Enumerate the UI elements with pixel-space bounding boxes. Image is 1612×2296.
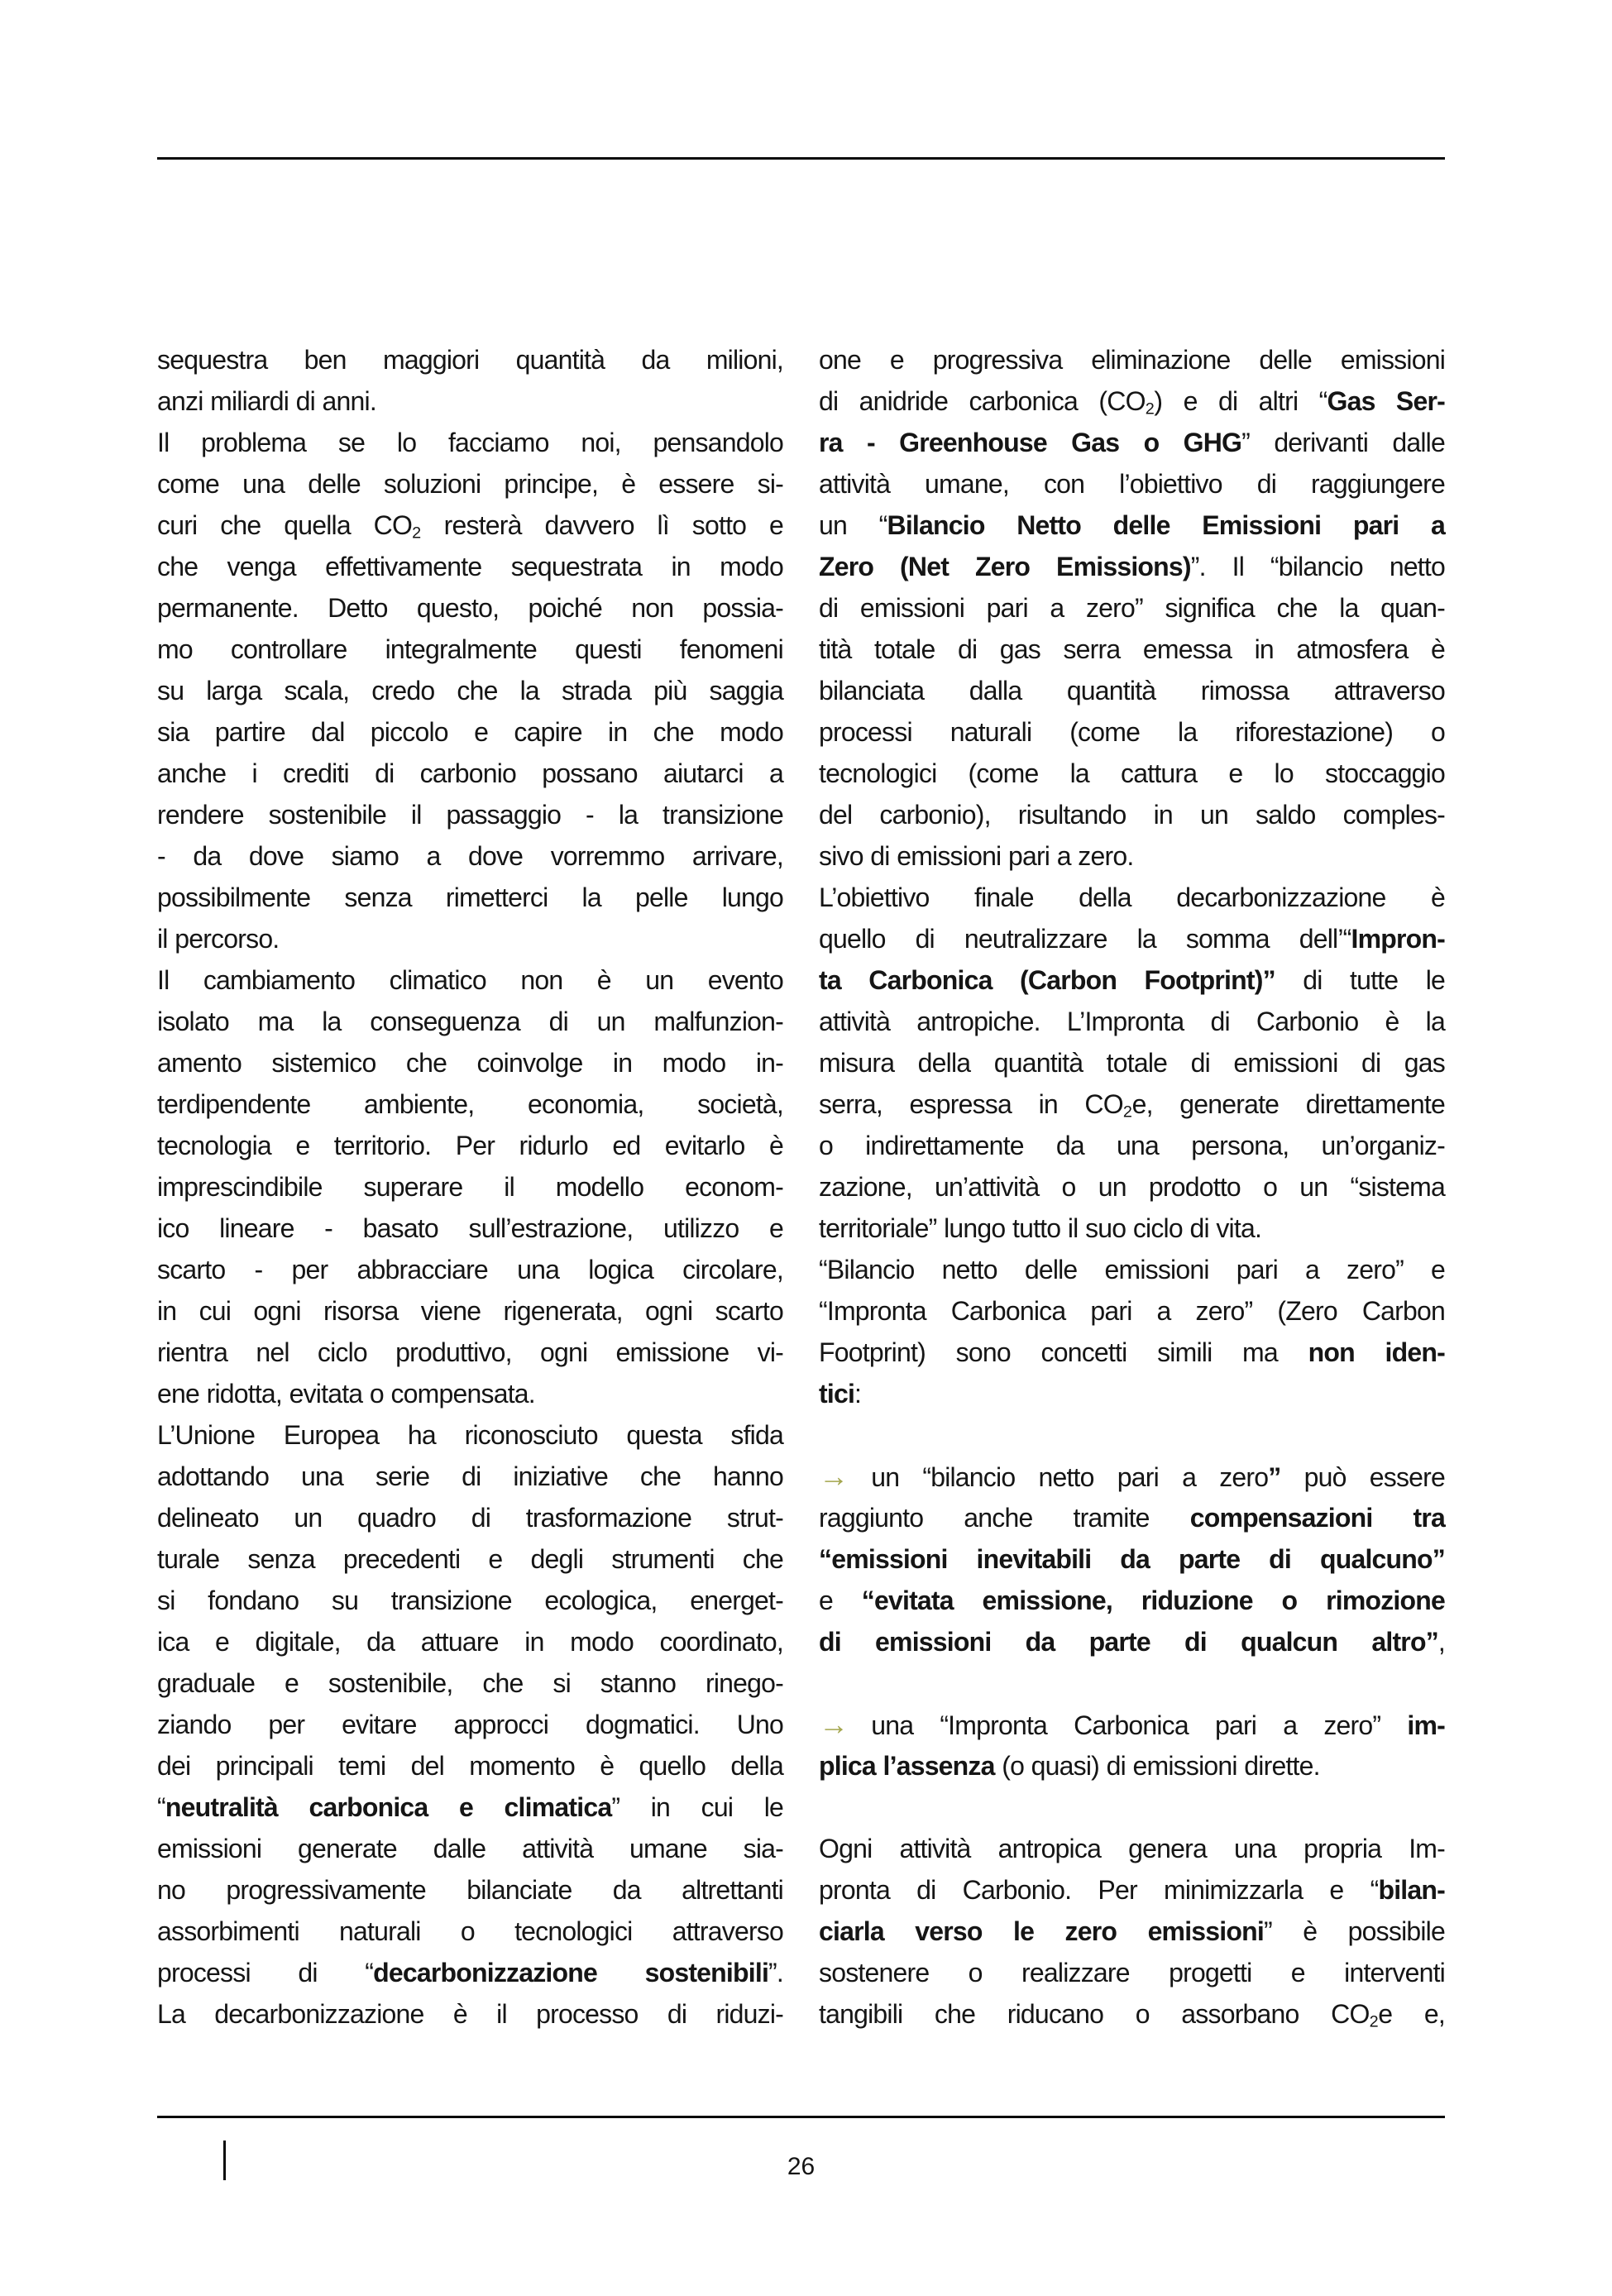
- text-line: anzi miliardi di anni.: [157, 386, 376, 416]
- text-line: [819, 1538, 1445, 1580]
- text-line: graduale e sostenibile, che si stanno rinego-: [157, 1668, 783, 1698]
- text-line: processi di “decarbonizzazione sostenibili”.: [157, 1958, 783, 1987]
- text-line: tici:: [819, 1379, 862, 1409]
- text-line: zazione, un’attività o un prodotto o un “sistema: [819, 1172, 1445, 1202]
- text-line: sequestra ben maggiori quantità da milioni,: [157, 345, 783, 375]
- text-line: raggiunto anche tramite compensazioni tra: [819, 1503, 1445, 1533]
- bold-text: Zero (Net Zero Emissions): [819, 552, 1191, 581]
- text-line: adottando una serie di iniziative che hanno: [157, 1461, 783, 1491]
- blank-line: [819, 1662, 1445, 1704]
- text-line: emissioni generate dalle attività umane sia-: [157, 1834, 783, 1863]
- text-line: ciarla verso le zero emissioni” è possibile: [819, 1916, 1445, 1946]
- bold-text: Bilancio Netto delle Emissioni pari a: [887, 510, 1445, 540]
- text-line: L’obiettivo finale della decarbonizzazione è: [819, 883, 1445, 912]
- text-line: processi naturali (come la riforestazione) o: [819, 717, 1445, 747]
- subscript-text: 2: [1145, 399, 1155, 419]
- text-line: si fondano su transizione ecologica, energet-: [157, 1586, 783, 1615]
- text-line: in cui ogni risorsa viene rigenerata, ogni scarto: [157, 1296, 783, 1326]
- text-line: serra, espressa in $CO_2e$, generate direttamente: [819, 1089, 1445, 1122]
- subscript-text: 2: [412, 524, 421, 543]
- bold-text: ta Carbonica (Carbon Footprint)”: [819, 965, 1275, 995]
- text-line: e “evitata emissione, riduzione o rimozione: [819, 1586, 1445, 1615]
- text-line: che venga effettivamente sequestrata in modo: [157, 552, 783, 581]
- text-line: su larga scala, credo che la strada più saggia: [157, 676, 783, 706]
- text-line: “Bilancio netto delle emissioni pari a zero” e: [819, 1255, 1445, 1284]
- bottom-rule: [157, 2116, 1445, 2118]
- text-line: quello di neutralizzare la somma dell’“Impron-: [819, 924, 1445, 954]
- column-right: [819, 339, 1445, 2035]
- text-line: mo controllare integralmente questi fenomeni: [157, 634, 783, 664]
- bold-text: plica l’assenza: [819, 1751, 995, 1781]
- text-line: Il problema se lo facciamo noi, pensandolo: [157, 428, 783, 457]
- text-line: ica e digitale, da attuare in modo coordinato,: [157, 1627, 783, 1657]
- bold-text: di emissioni da parte di qualcun altro”: [819, 1627, 1438, 1657]
- bold-text: neutralità carbonica e climatica: [165, 1792, 612, 1822]
- text-line: pronta di Carbonio. Per minimizzarla e “bilan-: [819, 1875, 1445, 1905]
- text-line: bilanciata dalla quantità rimossa attraverso: [819, 676, 1445, 706]
- text-line: anche i crediti di carbonio possano aiutarci a: [157, 758, 783, 788]
- bold-text: bilan-: [1378, 1875, 1445, 1905]
- text-line: - da dove siamo a dove vorremmo arrivare,: [157, 841, 783, 871]
- top-rule: [157, 157, 1445, 160]
- text-line: il percorso.: [157, 924, 280, 954]
- blank-line: [819, 1787, 1445, 1828]
- text-line: imprescindibile superare il modello econom-: [157, 1172, 783, 1202]
- arrow-right-icon: →: [819, 1707, 849, 1741]
- text-line: curi che quella $CO_2$ resterà davvero lì sotto e: [157, 510, 783, 543]
- text-line: turale senza precedenti e degli strumenti che: [157, 1544, 783, 1574]
- text-line: no progressivamente bilanciate da altrettanti: [157, 1875, 783, 1905]
- blank-line: [819, 1414, 1445, 1456]
- subscript-text: 2: [1369, 2012, 1379, 2031]
- text-line: sostenere o realizzare progetti e interventi: [819, 1958, 1445, 1987]
- text-line: sia partire dal piccolo e capire in che modo: [157, 717, 783, 747]
- text-line: attività umane, con l’obiettivo di raggiungere: [819, 469, 1445, 499]
- text-line: tecnologia e territorio. Per ridurlo ed evitarlo è: [157, 1131, 783, 1160]
- text-line: ra - Greenhouse Gas o GHG” derivanti dalle: [819, 428, 1445, 457]
- text-line: “Impronta Carbonica pari a zero” (Zero Carbon: [819, 1296, 1445, 1326]
- text-line: Zero (Net Zero Emissions)”. Il “bilancio netto: [819, 552, 1445, 581]
- text-line: attività antropiche. L’Impronta di Carbonio è la: [819, 1007, 1445, 1036]
- text-line: “neutralità carbonica e climatica” in cui le: [157, 1792, 783, 1822]
- arrow-right-icon: →: [819, 1459, 849, 1493]
- text-line: tecnologici (come la cattura e lo stoccaggio: [819, 758, 1445, 788]
- text-line: terdipendente ambiente, economia, società,: [157, 1089, 783, 1119]
- text-line: di emissioni da parte di qualcun altro”,: [819, 1627, 1445, 1657]
- text-line: territoriale” lungo tutto il suo ciclo di vita.: [819, 1213, 1262, 1243]
- bold-text: compensazioni tra: [1189, 1503, 1445, 1533]
- text-line: dei principali temi del momento è quello della: [157, 1751, 783, 1781]
- text-line: ico lineare - basato sull’estrazione, utilizzo e: [157, 1213, 783, 1243]
- bold-text: ciarla verso le zero emissioni: [819, 1916, 1264, 1946]
- text-line: rientra nel ciclo produttivo, ogni emissione vi-: [157, 1337, 783, 1367]
- bold-text: Impron-: [1351, 924, 1445, 954]
- text-line: sivo di emissioni pari a zero.: [819, 841, 1134, 871]
- text-line: ene ridotta, evitata o compensata.: [157, 1379, 535, 1409]
- text-line: possibilmente senza rimetterci la pelle lungo: [157, 883, 783, 912]
- text-line: isolato ma la conseguenza di un malfunzion-: [157, 1007, 783, 1036]
- bold-text: decarbonizzazione sostenibili: [373, 1958, 769, 1987]
- text-line: plica l’assenza (o quasi) di emissioni dirette.: [819, 1751, 1320, 1781]
- text-line: ta Carbonica (Carbon Footprint)” di tutte le: [819, 965, 1445, 995]
- text-line: La decarbonizzazione è il processo di riduzi-: [157, 1999, 783, 2029]
- text-line: del carbonio), risultando in un saldo comples-: [819, 800, 1445, 830]
- subscript-text: 2: [1122, 1103, 1132, 1122]
- text-line: ziando per evitare approcci dogmatici. Uno: [157, 1710, 783, 1739]
- text-line: rendere sostenibile il passaggio - la transizione: [157, 800, 783, 830]
- text-line: Ogni attività antropica genera una propria Im-: [819, 1834, 1445, 1863]
- text-line: come una delle soluzioni principe, è essere si-: [157, 469, 783, 499]
- page-number: 26: [787, 2153, 816, 2180]
- bold-text: non iden-: [1308, 1337, 1445, 1367]
- text-line: tità totale di gas serra emessa in atmosfera è: [819, 634, 1445, 664]
- text-line: Footprint) sono concetti simili ma non iden-: [819, 1337, 1445, 1367]
- bold-text: “emissioni inevitabili da parte di qualcuno”: [819, 1544, 1445, 1574]
- bold-text: tici: [819, 1379, 855, 1409]
- bold-text: im-: [1407, 1710, 1445, 1740]
- text-line: o indirettamente da una persona, un’organiz-: [819, 1131, 1445, 1160]
- text-line: di emissioni pari a zero” significa che la quan-: [819, 593, 1445, 623]
- bold-text: Gas Ser-: [1327, 386, 1445, 416]
- column-left: [157, 339, 783, 2035]
- text-line: Il cambiamento climatico non è un evento: [157, 965, 783, 995]
- text-line: → un “bilancio netto pari a zero” può essere: [819, 1459, 1445, 1493]
- bold-text: ra - Greenhouse Gas o GHG: [819, 428, 1242, 457]
- text-line: → una “Impronta Carbonica pari a zero” im-: [819, 1707, 1445, 1741]
- text-line: tangibili che riducano o assorbano $CO_2e$ e,: [819, 1999, 1445, 2031]
- text-line: delineato un quadro di trasformazione strut-: [157, 1503, 783, 1533]
- text-line: one e progressiva eliminazione delle emissioni: [819, 345, 1445, 375]
- bold-text: “evitata emissione, riduzione o rimozione: [861, 1586, 1445, 1615]
- text-line: assorbimenti naturali o tecnologici attraverso: [157, 1916, 783, 1946]
- text-line: permanente. Detto questo, poiché non possia-: [157, 593, 783, 623]
- text-line: scarto - per abbracciare una logica circolare,: [157, 1255, 783, 1284]
- text-line: misura della quantità totale di emissioni di gas: [819, 1048, 1445, 1078]
- bold-text: ”: [1268, 1462, 1281, 1492]
- text-line: un “Bilancio Netto delle Emissioni pari a: [819, 510, 1445, 540]
- text-line: L’Unione Europea ha riconosciuto questa sfida: [157, 1420, 783, 1450]
- text-line: amento sistemico che coinvolge in modo in-: [157, 1048, 783, 1078]
- text-line: di anidride carbonica $(CO_2)$ e di altri “Gas Ser-: [819, 386, 1445, 419]
